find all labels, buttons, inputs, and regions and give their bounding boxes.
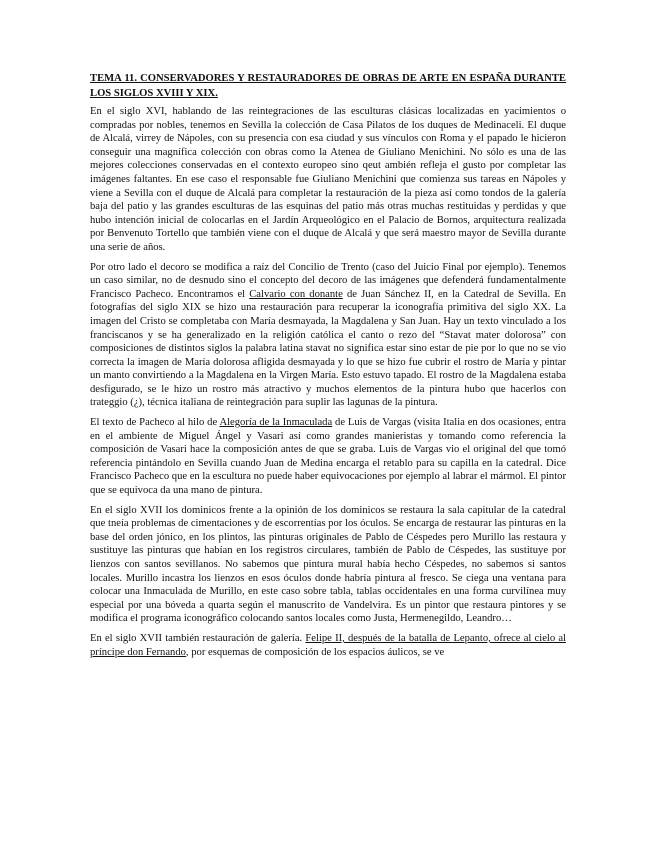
paragraph-5-text-a: En el siglo XVII también restauración de galería. [90,632,306,644]
paragraph-2-text-b: de Juan Sánchez II, en la Catedral de Sevilla. En fotografías del siglo XIX se hizo una restauración para recuperar la iconografía primitiva del siglo XX. La imagen del Cristo se completaba con María desmayada, la Magdalena y San Juan. Hay un texto vinculado a los franciscanos y se ha generalizado en la religión católica el canto o rezo del “Stavat mater dolorosa” con composiciones de distintos siglos la palabra latina stavat no significa estar sino estar de pie por lo que no se vio correcta la imagen de María dolorosa afligida desmayada y lo que se hizo fue cubrir el rostro de María y pintar un manto convirtiendo a la Magdalena en la Virgen María. Esto estuvo tapado. El rostro de la Magdalena estaba desfigurado, se le hizo un rostro más atractivo y muchos elementos de la pintura hubo que hacerlos con trateggio (¿), técnica italiana de reintegración para suplir las lagunas de la pintura. [90,288,567,409]
document-page [90,72,566,665]
calvario-title: Calvario con donante [249,288,343,300]
paragraph-2 [90,261,566,411]
paragraph-3-text-b: de Luis de Vargas (visita Italia en dos ocasiones, entra en el ambiente de Miguel Ángel y Vasari así como grandes manieristas y tomando como referencia la composición de Vasari hace la composición antes de que se graba. Luis de Vargas vio el original del que tomó referencia pintándolo en Sevilla cuando Juan de Medina encarga el retablo para su capilla en la catedral. Dice Francisco Pacheco que en la escultura no puede haber equivocaciones por ejemplo al labrar el mármol. El pintor que se equivoca da una mano de pintura. [90,417,566,497]
felipe-title: Felipe II, después de la batalla de Lepanto, ofrece al cielo al príncipe don Fernando [90,632,566,658]
alegoria-title: Alegoría de la Inmaculada [219,417,333,429]
paragraph-3-text-a: El texto de Pacheco al hilo de [90,417,220,429]
paragraph-3 [90,416,566,498]
paragraph-1: En el siglo XVI, hablando de las reintegraciones de las esculturas clásicas localizadas en yacimientos o compradas por nobles, tenemos en Sevilla la colección de Casa Pilatos de los duques de Medinaceli. El duque de Alcalá, virrey de Nápoles, con su presencia con esa ciudad y sus vínculos con Roma y el papado le hicieron conseguir una magnífica colección con obras como la Atenea de Giuliano Menichini. No sólo es una de las mejores colecciones conservadas en el contexto europeo sino qeut ambién refleja el gusto por completar las imágenes faltantes. En ese caso el responsable fue Giuliano Menichini que comienza sus tareas en Nápoles y viene a Sevilla con el duque de Alcalá para completar la restauración de la pieza así como tondos de la galería baja del patio y las grandes esculturas de las esquinas del patio más otras muchas restituidas y perdidas y que hubo intención inicial de colocarlas en el Jardín Arqueológico en el Palacio de Bornos, arquitectura realizada por Benvenuto Tortello que también viene con el duque de Alcalá y que será maestro mayor de Sevilla durante una serie de años. [90,106,566,253]
paragraph-5-text-b: , por esquemas de composición de los espacios áulicos, se ve [185,646,445,658]
document-title: TEMA 11. CONSERVADORES Y RESTAURADORES DE OBRAS DE ARTE EN ESPAÑA DURANTE LOS SIGLOS XVIII Y XIX. [90,73,566,99]
paragraph-4: En el siglo XVII los dominicos frente a la opinión de los dominicos se restaura la sala capitular de la catedral que tneía problemas de cimentaciones y de escorrentías por los óculos. Se encarga de restaurar las pinturas en la base del orden jónico, en los plintos, las pinturas originales de Pablo de Céspedes pero Murillo las restaura y sustituye las pinturas que habían en los registros circulares, también de Pablo de Céspedes, las sustituye por lienzos con santos sevillanos. No sabemos que pintura mural había hecho Céspedes, no sabemos si santos locales. Murillo incastra los lienzos en esos óculos donde habría pintura al fresco. Se ciega una ventana para colocar una Inmaculada de Murillo, en este caso sobre tabla, tablas occidentales en una forma curvilínea muy especial por una bóveda a quarta según el manuscrito de Vandelvira. Es un pintor que restaura pintores y se modifica el programa iconográfico colocando santos locales como Justa, Hermenegildo, Leandro… [90,504,566,625]
paragraph-2-text-a: Por otro lado el decoro se modifica a raíz del Concilio de Trento (caso del Juicio Final por ejemplo). Tenemos un caso similar, no de desnudo sino el concepto del decoro de las imágenes que defenderá fundamentalmente Francisco Pacheco. Encontramos el [90,261,566,300]
paragraph-5 [90,632,566,659]
